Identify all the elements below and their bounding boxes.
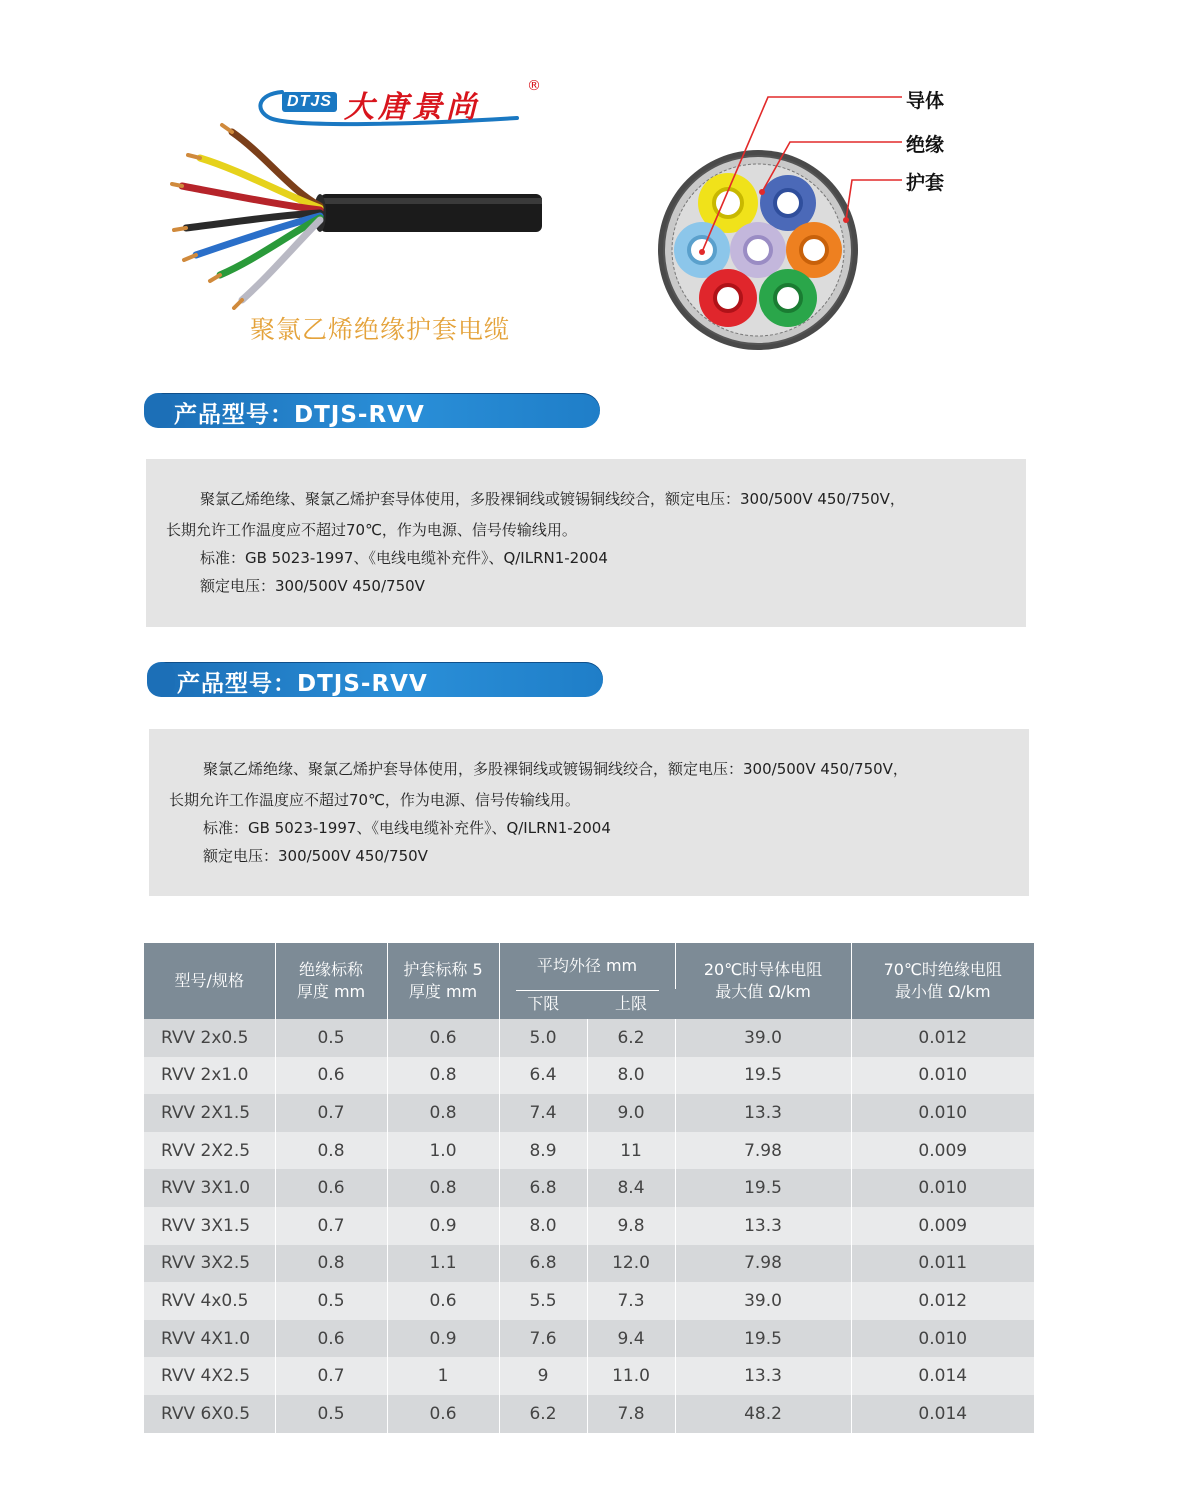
header-lower: 下限 <box>499 989 587 1019</box>
table-row <box>144 1207 1034 1245</box>
label-sheath: 护套 <box>906 172 945 194</box>
table-cell: 7.6 <box>499 1320 587 1358</box>
table-row <box>144 1019 1034 1057</box>
table-cell: 13.3 <box>675 1094 851 1132</box>
table-cell: 0.7 <box>275 1207 387 1245</box>
header-sheath <box>387 943 499 1019</box>
header-sheath-line1: 护套标称 5 <box>403 960 483 979</box>
banner-title-2: 产品型号：DTJS-RVV <box>177 671 428 697</box>
table-cell: RVV 4X2.5 <box>144 1357 275 1395</box>
table-cell: 0.012 <box>851 1019 1034 1057</box>
table-row <box>144 1132 1034 1170</box>
registered-mark: ® <box>527 78 541 94</box>
cable-illustration <box>170 110 550 310</box>
table-cell: 6.2 <box>499 1395 587 1433</box>
table-cell: 0.6 <box>387 1395 499 1433</box>
table-cell: RVV 3X1.5 <box>144 1207 275 1245</box>
table-row <box>144 1057 1034 1095</box>
banner-title-1: 产品型号：DTJS-RVV <box>174 402 425 428</box>
table-cell: 7.98 <box>675 1245 851 1283</box>
table-cell: 6.8 <box>499 1245 587 1283</box>
table-cell: 19.5 <box>675 1057 851 1095</box>
table-cell: 7.4 <box>499 1094 587 1132</box>
table-cell: 0.8 <box>387 1169 499 1207</box>
table-cell: 0.8 <box>275 1245 387 1283</box>
header-avg-diameter <box>499 943 675 989</box>
table-cell: 0.009 <box>851 1207 1034 1245</box>
table-cell: 7.3 <box>587 1282 675 1320</box>
table-row <box>144 1245 1034 1283</box>
table-cell: 6.8 <box>499 1169 587 1207</box>
table-cell: 0.014 <box>851 1357 1034 1395</box>
table-row <box>144 1169 1034 1207</box>
table-cell: 12.0 <box>587 1245 675 1283</box>
header-conductor-resistance <box>675 943 851 1019</box>
table-cell: 0.8 <box>387 1094 499 1132</box>
table-cell: 0.010 <box>851 1169 1034 1207</box>
desc-line: 长期允许工作温度应不超过70℃，作为电源、信号传输线用。 <box>169 791 580 809</box>
header-insulation <box>275 943 387 1019</box>
table-cell: 0.6 <box>275 1057 387 1095</box>
header-model: 型号/规格 <box>144 943 275 1019</box>
table-cell: 11 <box>587 1132 675 1170</box>
table-cell: 9.4 <box>587 1320 675 1358</box>
table-cell: 9.0 <box>587 1094 675 1132</box>
desc-line: 额定电压：300/500V 450/750V <box>200 577 425 595</box>
table-cell: 8.9 <box>499 1132 587 1170</box>
table-cell: 5.0 <box>499 1019 587 1057</box>
table-cell: 19.5 <box>675 1320 851 1358</box>
table-cell: 0.011 <box>851 1245 1034 1283</box>
cross-section-diagram <box>650 80 980 360</box>
table-cell: 0.6 <box>275 1169 387 1207</box>
desc-line: 长期允许工作温度应不超过70℃，作为电源、信号传输线用。 <box>166 521 577 539</box>
desc-line: 聚氯乙烯绝缘、聚氯乙烯护套导体使用，多股裸铜线或镀锡铜线绞合，额定电压：300/500V 450/750V， <box>200 490 905 508</box>
table-cell: 0.5 <box>275 1019 387 1057</box>
header-divider <box>516 990 659 991</box>
label-conductor: 导体 <box>906 90 945 112</box>
table-cell: 1.0 <box>387 1132 499 1170</box>
table-cell: 39.0 <box>675 1282 851 1320</box>
table-cell: 0.6 <box>275 1320 387 1358</box>
table-row <box>144 1282 1034 1320</box>
table-cell: 0.6 <box>387 1019 499 1057</box>
table-row <box>144 1395 1034 1433</box>
spec-table-body <box>144 1019 1034 1433</box>
table-cell: RVV 3X1.0 <box>144 1169 275 1207</box>
table-row <box>144 1094 1034 1132</box>
table-cell: 8.0 <box>499 1207 587 1245</box>
header-avg-diameter-label: 平均外径 mm <box>536 956 638 975</box>
desc-line: 聚氯乙烯绝缘、聚氯乙烯护套导体使用，多股裸铜线或镀锡铜线绞合，额定电压：300/500V 450/750V， <box>203 760 908 778</box>
header-insulation-line2: 厚度 mm <box>296 982 366 1001</box>
table-cell: 0.9 <box>387 1207 499 1245</box>
table-cell: 7.8 <box>587 1395 675 1433</box>
table-cell: RVV 6X0.5 <box>144 1395 275 1433</box>
table-cell: RVV 2x0.5 <box>144 1019 275 1057</box>
table-cell: 6.2 <box>587 1019 675 1057</box>
header-ins-line1: 70℃时绝缘电阻 <box>883 960 1002 979</box>
table-cell: 13.3 <box>675 1207 851 1245</box>
table-cell: 6.4 <box>499 1057 587 1095</box>
table-cell: 0.9 <box>387 1320 499 1358</box>
table-cell: 0.012 <box>851 1282 1034 1320</box>
table-cell: 8.4 <box>587 1169 675 1207</box>
table-cell: 0.010 <box>851 1094 1034 1132</box>
table-cell: 0.014 <box>851 1395 1034 1433</box>
logo-chinese: 大唐景尚 <box>344 90 480 125</box>
table-cell: 5.5 <box>499 1282 587 1320</box>
table-cell: 8.0 <box>587 1057 675 1095</box>
section-banner-1 <box>158 393 600 428</box>
table-cell: 0.5 <box>275 1395 387 1433</box>
table-cell: 0.5 <box>275 1282 387 1320</box>
table-cell: 0.7 <box>275 1357 387 1395</box>
description-box-2 <box>149 729 1029 896</box>
header-insulation-line1: 绝缘标称 <box>298 960 363 979</box>
table-cell: RVV 2X2.5 <box>144 1132 275 1170</box>
table-row <box>144 1320 1034 1358</box>
table-cell: 1 <box>387 1357 499 1395</box>
table-cell: 9.8 <box>587 1207 675 1245</box>
table-cell: 0.7 <box>275 1094 387 1132</box>
desc-line: 额定电压：300/500V 450/750V <box>203 847 428 865</box>
table-cell: RVV 4X1.0 <box>144 1320 275 1358</box>
table-cell: 0.010 <box>851 1320 1034 1358</box>
header-cond-line1: 20℃时导体电阻 <box>703 960 823 979</box>
table-cell: 9 <box>499 1357 587 1395</box>
desc-line: 标准：GB 5023-1997、《电线电缆补充件》、Q/ILRN1-2004 <box>200 549 608 567</box>
table-cell: 48.2 <box>675 1395 851 1433</box>
header-upper: 上限 <box>587 989 675 1019</box>
section-banner-2 <box>161 662 603 697</box>
header-insulation-resistance <box>851 943 1034 1019</box>
desc-line: 标准：GB 5023-1997、《电线电缆补充件》、Q/ILRN1-2004 <box>203 819 611 837</box>
table-cell: 0.009 <box>851 1132 1034 1170</box>
table-cell: 7.98 <box>675 1132 851 1170</box>
table-cell: 11.0 <box>587 1357 675 1395</box>
table-cell: 0.8 <box>387 1057 499 1095</box>
logo-latin: DTJS <box>282 92 337 112</box>
table-cell: 39.0 <box>675 1019 851 1057</box>
table-cell: RVV 2x1.0 <box>144 1057 275 1095</box>
table-cell: RVV 2X1.5 <box>144 1094 275 1132</box>
table-cell: RVV 4x0.5 <box>144 1282 275 1320</box>
table-row <box>144 1357 1034 1395</box>
table-cell: 0.8 <box>275 1132 387 1170</box>
header-sheath-line2: 厚度 mm <box>408 982 478 1001</box>
header-ins-line2: 最小值 Ω/km <box>894 982 991 1001</box>
description-box-1 <box>146 459 1026 627</box>
table-cell: 19.5 <box>675 1169 851 1207</box>
spec-table <box>144 943 1034 1433</box>
table-cell: 0.010 <box>851 1057 1034 1095</box>
table-cell: RVV 3X2.5 <box>144 1245 275 1283</box>
label-insulation: 绝缘 <box>906 134 945 156</box>
table-cell: 0.6 <box>387 1282 499 1320</box>
header-cond-line2: 最大值 Ω/km <box>715 982 811 1001</box>
cable-caption: 聚氯乙烯绝缘护套电缆 <box>250 315 511 344</box>
table-cell: 13.3 <box>675 1357 851 1395</box>
table-cell: 1.1 <box>387 1245 499 1283</box>
